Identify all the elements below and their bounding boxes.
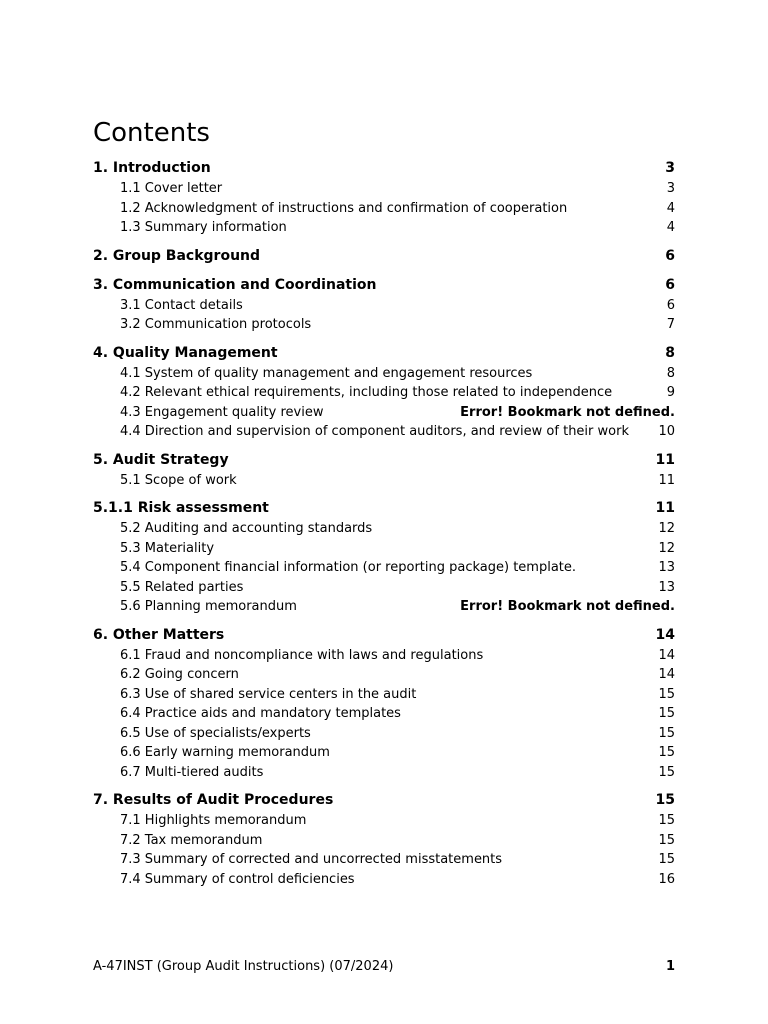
toc-subentry-page: 15 xyxy=(658,706,675,721)
toc-heading-entry[interactable] xyxy=(93,498,675,519)
toc-subentry[interactable] xyxy=(93,850,675,870)
toc-subentry-label: 7.2 Tax memorandum xyxy=(120,832,263,848)
toc-subentry-label: 4.2 Relevant ethical requirements, including those related to independence xyxy=(120,385,613,400)
toc-subentry[interactable] xyxy=(93,403,675,423)
toc-subentry[interactable] xyxy=(93,763,675,783)
toc-subentry-page: 16 xyxy=(658,871,675,887)
toc-subentry-label: 1.2 Acknowledgment of instructions and confirmation of cooperation xyxy=(120,200,568,216)
toc-subentry-label: 1.1 Cover letter xyxy=(120,181,223,196)
toc-subentry-page: 12 xyxy=(658,540,675,556)
toc-subentry-page: 7 xyxy=(666,317,675,332)
toc-heading-page: 11 xyxy=(655,451,675,468)
toc-subentry[interactable] xyxy=(93,218,675,238)
toc-heading-entry[interactable] xyxy=(93,790,675,811)
toc-subentry-page: 15 xyxy=(658,832,675,848)
toc-heading-label: 1. Introduction xyxy=(93,160,211,176)
toc-subentry[interactable] xyxy=(93,665,675,685)
toc-subentry-label: 4.3 Engagement quality review xyxy=(120,404,324,420)
toc-subentry-label: 5.3 Materiality xyxy=(120,540,215,556)
page-number: 1 xyxy=(665,959,675,974)
toc-subentry-page: 15 xyxy=(658,813,675,828)
toc-subentry-label: 5.1 Scope of work xyxy=(120,472,237,488)
toc-subentry-page: 12 xyxy=(658,521,675,536)
toc-heading-label: 4. Quality Management xyxy=(93,344,278,361)
toc-subentry-page: 15 xyxy=(658,764,675,780)
toc-subentry-label: 4.1 System of quality management and engagement resources xyxy=(120,365,533,381)
toc-subentry[interactable] xyxy=(93,422,675,442)
toc-section xyxy=(93,625,675,783)
toc-subentry-page: 15 xyxy=(658,686,675,702)
toc-subentry-page: 14 xyxy=(658,647,675,663)
toc-subentry[interactable] xyxy=(93,811,675,831)
toc-subentry-page: 4 xyxy=(666,200,675,216)
toc-subentry-page: 15 xyxy=(658,745,675,760)
toc-subentry-label: 6.3 Use of shared service centers in the audit xyxy=(120,686,417,702)
toc-heading-entry[interactable] xyxy=(93,450,675,471)
toc-section xyxy=(93,275,675,335)
toc-section xyxy=(93,158,675,238)
page-footer xyxy=(93,958,675,976)
toc-subentry[interactable] xyxy=(93,646,675,666)
toc-subentry[interactable] xyxy=(93,519,675,539)
toc-heading-label: 5. Audit Strategy xyxy=(93,451,229,468)
toc-section xyxy=(93,246,675,267)
toc-heading-entry[interactable] xyxy=(93,246,675,267)
toc-heading-label: 5.1.1 Risk assessment xyxy=(93,500,269,516)
toc-subentry[interactable] xyxy=(93,558,675,578)
toc-heading-label: 7. Results of Audit Procedures xyxy=(93,792,334,808)
toc-heading-label: 2. Group Background xyxy=(93,247,261,264)
toc-subentry-label: 7.4 Summary of control deficiencies xyxy=(120,871,355,887)
toc-subentry-page: Error! Bookmark not defined. xyxy=(460,404,675,420)
toc-subentry-label: 1.3 Summary information xyxy=(120,220,287,235)
toc-heading-page: 15 xyxy=(655,792,675,808)
toc-subentry-label: 6.7 Multi-tiered audits xyxy=(120,764,264,780)
toc-subentry[interactable] xyxy=(93,315,675,335)
toc-section xyxy=(93,498,675,617)
toc-subentry-label: 5.5 Related parties xyxy=(120,579,244,595)
toc-subentry-label: 7.3 Summary of corrected and uncorrected misstatements xyxy=(120,852,503,867)
toc-subentry-label: 6.1 Fraud and noncompliance with laws and regulations xyxy=(120,647,484,663)
toc-subentry[interactable] xyxy=(93,743,675,763)
toc-heading-page: 6 xyxy=(665,276,675,293)
toc-subentry[interactable] xyxy=(93,597,675,617)
toc-subentry[interactable] xyxy=(93,471,675,491)
toc-subentry[interactable] xyxy=(93,870,675,890)
toc-subentry-label: 6.2 Going concern xyxy=(120,667,239,682)
toc-subentry-page: 8 xyxy=(666,365,675,381)
toc-subentry-page: 9 xyxy=(666,385,675,400)
toc-subentry-page: 3 xyxy=(666,181,675,196)
toc-subentry-page: 11 xyxy=(658,472,675,488)
toc-subentry[interactable] xyxy=(93,831,675,851)
toc-heading-label: 6. Other Matters xyxy=(93,626,225,643)
toc-subentry-label: 7.1 Highlights memorandum xyxy=(120,813,307,828)
toc-subentry-label: 5.4 Component financial information (or reporting package) template. xyxy=(120,560,577,575)
toc-subentry-page: 14 xyxy=(658,667,675,682)
toc-subentry-label: 3.2 Communication protocols xyxy=(120,317,312,332)
toc-subentry[interactable] xyxy=(93,364,675,384)
toc-section xyxy=(93,790,675,889)
toc-heading-entry[interactable] xyxy=(93,343,675,364)
toc-subentry-page: 13 xyxy=(658,579,675,595)
toc-section xyxy=(93,343,675,442)
toc-subentry-label: 6.6 Early warning memorandum xyxy=(120,745,330,760)
document-id: A-47INST (Group Audit Instructions) (07/2024) xyxy=(93,959,394,974)
toc-subentry[interactable] xyxy=(93,685,675,705)
toc-heading-page: 3 xyxy=(665,160,675,176)
toc-heading-page: 11 xyxy=(655,500,675,516)
toc-subentry[interactable] xyxy=(93,179,675,199)
toc-subentry-page: 15 xyxy=(658,852,675,867)
toc-subentry[interactable] xyxy=(93,578,675,598)
toc-heading-page: 8 xyxy=(665,344,675,361)
toc-subentry-page: Error! Bookmark not defined. xyxy=(460,599,675,614)
toc-subentry[interactable] xyxy=(93,199,675,219)
toc-subentry[interactable] xyxy=(93,296,675,316)
toc-subentry[interactable] xyxy=(93,724,675,744)
toc-subentry-page: 10 xyxy=(658,424,675,439)
toc-subentry-page: 13 xyxy=(658,560,675,575)
toc-subentry-label: 5.2 Auditing and accounting standards xyxy=(120,521,373,536)
toc-subentry-label: 3.1 Contact details xyxy=(120,297,243,313)
page-title: Contents xyxy=(93,118,210,148)
toc-subentry-page: 4 xyxy=(666,220,675,235)
toc-subentry-label: 5.6 Planning memorandum xyxy=(120,599,297,614)
toc-subentry[interactable] xyxy=(93,539,675,559)
toc-heading-entry[interactable] xyxy=(93,158,675,179)
toc-subentry-label: 4.4 Direction and supervision of component auditors, and review of their work xyxy=(120,424,629,439)
toc-subentry-page: 6 xyxy=(666,297,675,313)
toc-subentry-label: 6.4 Practice aids and mandatory templates xyxy=(120,706,401,721)
toc-section xyxy=(93,450,675,491)
toc-subentry[interactable] xyxy=(93,383,675,403)
toc-subentry-label: 6.5 Use of specialists/experts xyxy=(120,725,311,741)
toc-subentry-page: 15 xyxy=(658,725,675,741)
toc-subentry[interactable] xyxy=(93,704,675,724)
toc-heading-page: 14 xyxy=(655,626,675,643)
toc-heading-label: 3. Communication and Coordination xyxy=(93,276,377,293)
toc-heading-entry[interactable] xyxy=(93,625,675,646)
table-of-contents xyxy=(93,158,675,897)
toc-heading-page: 6 xyxy=(665,247,675,264)
toc-heading-entry[interactable] xyxy=(93,275,675,296)
